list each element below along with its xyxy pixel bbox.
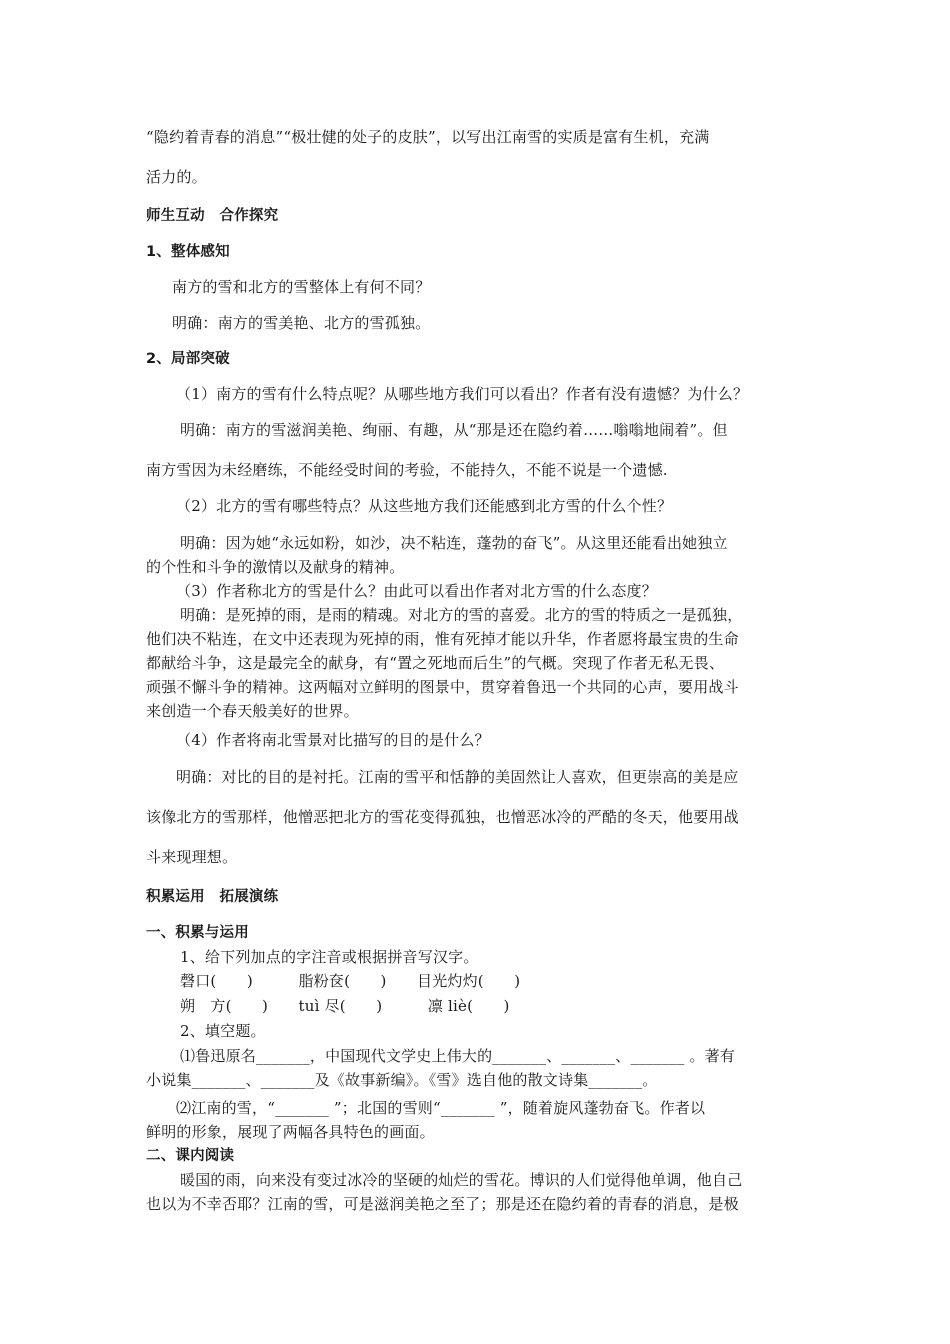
exercise-line: ⑵江南的雪，“_______ ”；北国的雪则“_______ ”，随着旋风蓬勃奋飞。作者以 [176, 1099, 706, 1117]
exercise-line: 2、填空题。 [180, 1022, 266, 1040]
answer-line: 来创造一个春天般美好的世界。 [146, 702, 359, 720]
answer-line: 明确：南方的雪滋润美艳、绚丽、有趣，从“那是还在隐约着……嗡嗡地闹着”。但 [180, 421, 728, 439]
question-line: 南方的雪和北方的雪整体上有何不同？ [172, 278, 431, 296]
reading-line: 也以为不幸否耶？江南的雪，可是滋润美艳之至了；那是还在隐约着的青春的消息，是极 [146, 1195, 739, 1213]
answer-line: 顽强不懈斗争的精神。这两幅对立鲜明的图景中，贯穿着鲁迅一个共同的心声，要用战斗 [146, 678, 739, 696]
answer-line: 该像北方的雪那样，他憎恶把北方的雪花变得孤独，也憎恶冰冷的严酷的冬天，他要用战 [146, 808, 739, 826]
answer-line: 明确：因为她“永远如粉，如沙，决不粘连，蓬勃的奋飞”。从这里还能看出她独立 [180, 534, 728, 552]
answer-line: 都献给斗争，这是最完全的献身，有“置之死地而后生”的气概。突现了作者无私无畏、 [146, 654, 725, 672]
paragraph-line: 活力的。 [146, 168, 207, 186]
exercise-line: 1、给下列加点的字注音或根据拼音写汉字。 [180, 948, 479, 966]
exercise-line: 鲜明的形象，展现了两幅各具特色的画面。 [146, 1123, 435, 1141]
question-line: （4）作者将南北雪景对比描写的目的是什么？ [176, 731, 490, 749]
question-line: （3）作者称北方的雪是什么？由此可以看出作者对北方雪的什么态度？ [176, 582, 657, 600]
answer-line: 南方雪因为未经磨练，不能经受时间的考验，不能持久，不能不说是一个遗憾. [146, 461, 668, 479]
answer-line: 明确：南方的雪美艳、北方的雪孤独。 [172, 314, 431, 332]
paragraph-line: “隐约着青春的消息”“极壮健的处子的皮肤”，以写出江南雪的实质是富有生机，充满 [146, 128, 710, 146]
subsection-heading: 2、局部突破 [146, 351, 230, 367]
question-line: （1）南方的雪有什么特点呢？从哪些地方我们可以看出？作者有没有遗憾？为什么？ [176, 385, 749, 403]
question-line: （2）北方的雪有哪些特点？从这些地方我们还能感到北方雪的什么个性？ [176, 497, 673, 515]
subsection-heading: 一、积累与运用 [146, 925, 249, 941]
answer-line: 的个性和斗争的激情以及献身的精神。 [146, 558, 405, 576]
exercise-line: 磬口( ) 脂粉奁( ) 目光灼灼( ) [180, 972, 521, 990]
exercise-line: 小说集_______、_______及《故事新编》。《雪》选自他的散文诗集_______。 [146, 1071, 658, 1089]
exercise-line: 朔 方( ) tuì 尽( ) 凛 liè( ) [180, 997, 510, 1015]
exercise-line: ⑴鲁迅原名_______，中国现代文学史上伟大的_______、_______、_______ 。著有 [180, 1047, 735, 1065]
reading-line: 暖国的雨，向来没有变过冰冷的坚硬的灿烂的雪花。博识的人们觉得他单调，他自己 [180, 1171, 743, 1189]
answer-line: 他们决不粘连，在文中还表现为死掉的雨，惟有死掉才能以升华，作者愿将最宝贵的生命 [146, 630, 739, 648]
subsection-heading: 二、课内阅读 [146, 1148, 235, 1164]
answer-line: 明确：是死掉的雨，是雨的精魂。对北方的雪的喜爱。北方的雪的特质之一是孤独， [180, 606, 743, 624]
answer-line: 明确：对比的目的是衬托。江南的雪平和恬静的美固然让人喜欢，但更崇高的美是应 [176, 768, 739, 786]
section-heading: 积累运用 拓展演练 [146, 889, 279, 905]
section-heading: 师生互动 合作探究 [146, 208, 279, 224]
subsection-heading: 1、整体感知 [146, 244, 230, 260]
answer-line: 斗来现理想。 [146, 848, 238, 866]
